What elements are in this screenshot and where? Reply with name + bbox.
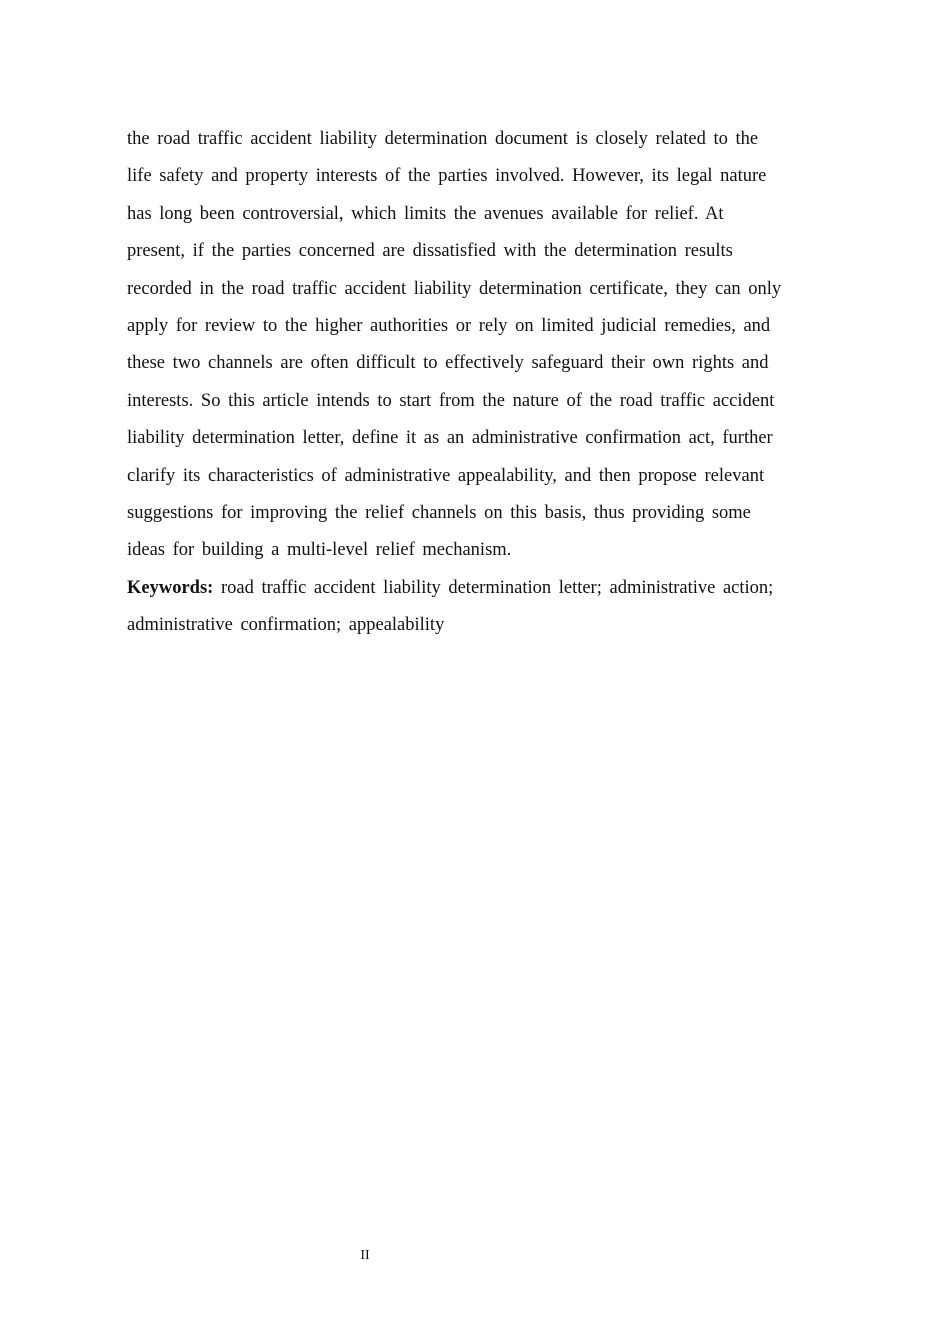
abstract-line: clarify its characteristics of administrative appealability, and then propose relevant [127, 465, 765, 486]
abstract-line: recorded in the road traffic accident liability determination certificate, they can only [127, 278, 782, 299]
abstract-line: life safety and property interests of the parties involved. However, its legal nature [127, 166, 767, 187]
abstract-line: these two channels are often difficult to effectively safeguard their own rights and [127, 353, 769, 374]
abstract-body [127, 121, 827, 644]
keywords-line: administrative confirmation; appealability [127, 615, 445, 636]
abstract-line: ideas for building a multi-level relief mechanism. [127, 540, 512, 561]
keywords-line [127, 570, 827, 607]
abstract-line: liability determination letter, define it as an administrative confirmation act, further [127, 428, 773, 449]
abstract-line: present, if the parties concerned are dissatisfied with the determination results [127, 241, 733, 262]
abstract-line: the road traffic accident liability determination document is closely related to the [127, 129, 759, 149]
keywords-text: road traffic accident liability determination letter; administrative action; [220, 577, 774, 598]
abstract-line: has long been controversial, which limits the avenues available for relief. At [127, 203, 724, 224]
page-number: II [360, 1248, 370, 1263]
keywords-label: Keywords: [127, 577, 214, 598]
abstract-line: interests. So this article intends to start from the nature of the road traffic accident [127, 390, 775, 411]
abstract-line: apply for review to the higher authorities or rely on limited judicial remedies, and [127, 315, 771, 336]
abstract-line: suggestions for improving the relief channels on this basis, thus providing some [127, 502, 751, 523]
